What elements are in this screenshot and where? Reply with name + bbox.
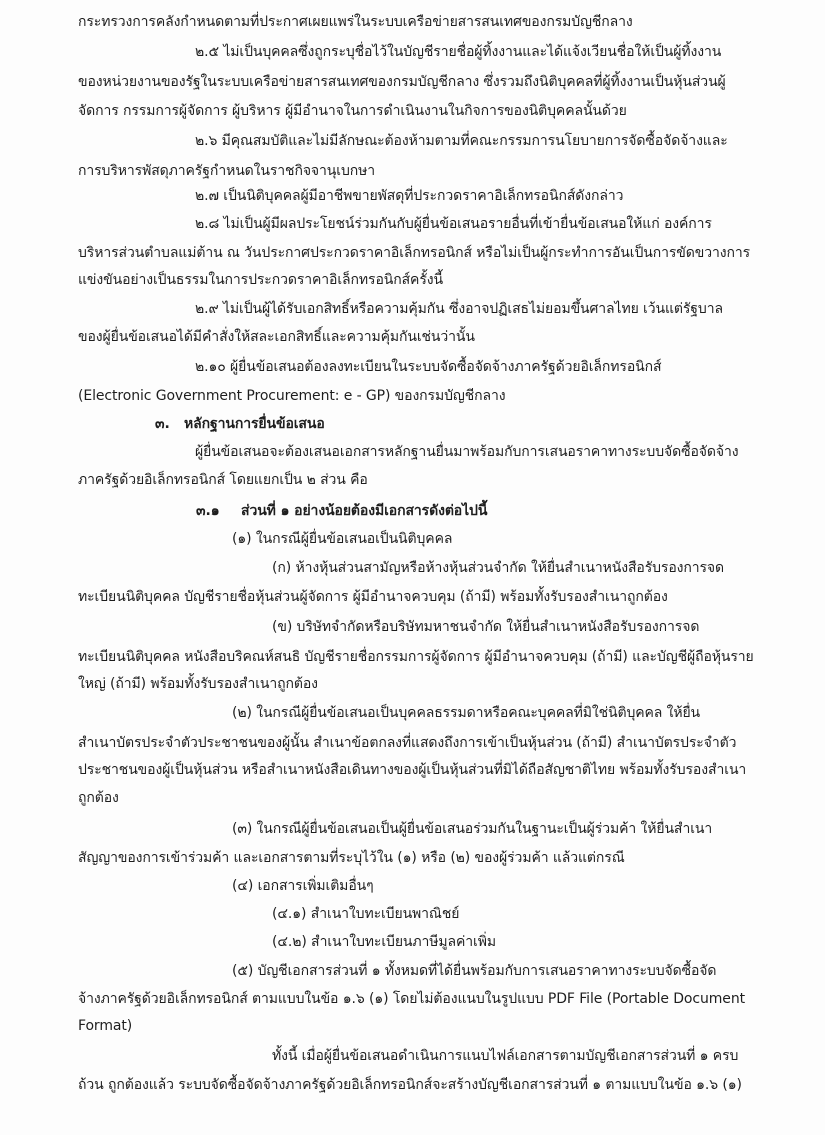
text-line: (๔.๒) สำเนาใบทะเบียนภาษีมูลค่าเพิ่ม — [272, 934, 496, 950]
text-line: ของหน่วยงานของรัฐในระบบเครือข่ายสารสนเทศของกรมบัญชีกลาง ซึ่งรวมถึงนิติบุคคลที่ผู้ทิ้งงานเป็นหุ้นส่วนผู้ — [78, 74, 726, 90]
text-line: ประชาชนของผู้เป็นหุ้นส่วน หรือสำเนาหนังสือเดินทางของผู้เป็นหุ้นส่วนที่มิได้ถือสัญชาติไทย พร้อมทั้งรับรองสำเนา — [78, 762, 747, 778]
text-line: (๔.๑) สำเนาใบทะเบียนพาณิชย์ — [272, 906, 460, 922]
text-line: ถ้วน ถูกต้องแล้ว ระบบจัดซื้อจัดจ้างภาครัฐด้วยอิเล็กทรอนิกส์จะสร้างบัญชีเอกสารส่วนที่ ๑ ตามแบบในข้อ ๑.๖ (๑) — [78, 1077, 742, 1093]
subsection-heading: ส่วนที่ ๑ อย่างน้อยต้องมีเอกสารดังต่อไปนี้ — [241, 503, 488, 519]
text-line: ๒.๘ ไม่เป็นผู้มีผลประโยชน์ร่วมกันกับผู้ยื่นข้อเสนอรายอื่นที่เข้ายื่นข้อเสนอให้แก่ องค์การ — [195, 216, 712, 232]
text-line: กระทรวงการคลังกำหนดตามที่ประกาศเผยแพร่ในระบบเครือข่ายสารสนเทศของกรมบัญชีกลาง — [78, 14, 633, 30]
section-number: ๓. — [155, 416, 170, 432]
text-line: ถูกต้อง — [78, 790, 119, 806]
text-line: (๔) เอกสารเพิ่มเติมอื่นๆ — [232, 878, 374, 894]
text-line: Format) — [78, 1018, 133, 1034]
text-line: (๒) ในกรณีผู้ยื่นข้อเสนอเป็นบุคคลธรรมดาหรือคณะบุคคลที่มิใช่นิติบุคคล ให้ยื่น — [232, 705, 701, 721]
text-line: การบริหารพัสดุภาครัฐกำหนดในราชกิจจานุเบกษา — [78, 163, 376, 179]
text-line: ของผู้ยื่นข้อเสนอได้มีคำสั่งให้สละเอกสิทธิ์และความคุ้มกันเช่นว่านั้น — [78, 329, 475, 345]
text-line: ภาครัฐด้วยอิเล็กทรอนิกส์ โดยแยกเป็น ๒ ส่วน คือ — [78, 472, 368, 488]
text-line: ทะเบียนนิติบุคคล บัญชีรายชื่อหุ้นส่วนผู้จัดการ ผู้มีอำนาจควบคุม (ถ้ามี) พร้อมทั้งรับรองสำเนาถูกต้อง — [78, 589, 668, 605]
text-line: (ก) ห้างหุ้นส่วนสามัญหรือห้างหุ้นส่วนจำกัด ให้ยื่นสำเนาหนังสือรับรองการจด — [272, 560, 725, 576]
text-line: ทั้งนี้ เมื่อผู้ยื่นข้อเสนอดำเนินการแนบไฟล์เอกสารตามบัญชีเอกสารส่วนที่ ๑ ครบ — [272, 1048, 739, 1064]
text-line: ใหญ่ (ถ้ามี) พร้อมทั้งรับรองสำเนาถูกต้อง — [78, 676, 318, 692]
text-line: (๕) บัญชีเอกสารส่วนที่ ๑ ทั้งหมดที่ได้ยื่นพร้อมกับการเสนอราคาทางระบบจัดซื้อจัด — [232, 963, 717, 979]
text-line: แข่งขันอย่างเป็นธรรมในการประกวดราคาอิเล็กทรอนิกส์ครั้งนี้ — [78, 272, 443, 288]
text-line: (๓) ในกรณีผู้ยื่นข้อเสนอเป็นผู้ยื่นข้อเสนอร่วมกันในฐานะเป็นผู้ร่วมค้า ให้ยื่นสำเนา — [232, 821, 713, 837]
text-line: ผู้ยื่นข้อเสนอจะต้องเสนอเอกสารหลักฐานยื่นมาพร้อมกับการเสนอราคาทางระบบจัดซื้อจัดจ้าง — [195, 444, 739, 460]
text-line: (Electronic Government Procurement: e - GP) ของกรมบัญชีกลาง — [78, 388, 506, 404]
section-heading: หลักฐานการยื่นข้อเสนอ — [184, 416, 325, 432]
subsection-number: ๓.๑ — [196, 503, 220, 519]
text-line: ๒.๑๐ ผู้ยื่นข้อเสนอต้องลงทะเบียนในระบบจัดซื้อจัดจ้างภาครัฐด้วยอิเล็กทรอนิกส์ — [195, 359, 662, 375]
text-line: จ้างภาครัฐด้วยอิเล็กทรอนิกส์ ตามแบบในข้อ ๑.๖ (๑) โดยไม่ต้องแนบในรูปแบบ PDF File (Portable Document — [78, 991, 745, 1007]
text-line: ๒.๗ เป็นนิติบุคคลผู้มีอาชีพขายพัสดุที่ประกวดราคาอิเล็กทรอนิกส์ดังกล่าว — [195, 188, 624, 204]
text-line: จัดการ กรรมการผู้จัดการ ผู้บริหาร ผู้มีอำนาจในการดำเนินงานในกิจการของนิติบุคคลนั้นด้วย — [78, 103, 627, 119]
text-line: ๒.๙ ไม่เป็นผู้ได้รับเอกสิทธิ์หรือความคุ้มกัน ซึ่งอาจปฏิเสธไม่ยอมขึ้นศาลไทย เว้นแต่รัฐบาล — [195, 301, 723, 317]
text-line: ๒.๖ มีคุณสมบัติและไม่มีลักษณะต้องห้ามตามที่คณะกรรมการนโยบายการจัดซื้อจัดจ้างและ — [195, 133, 728, 149]
text-line: (ข) บริษัทจำกัดหรือบริษัทมหาชนจำกัด ให้ยื่นสำเนาหนังสือรับรองการจด — [272, 619, 700, 635]
text-line: สัญญาของการเข้าร่วมค้า และเอกสารตามที่ระบุไว้ใน (๑) หรือ (๒) ของผู้ร่วมค้า แล้วแต่กรณี — [78, 850, 625, 866]
text-line: (๑) ในกรณีผู้ยื่นข้อเสนอเป็นนิติบุคคล — [232, 531, 453, 547]
text-line: ทะเบียนนิติบุคคล หนังสือบริคณห์สนธิ บัญชีรายชื่อกรรมการผู้จัดการ ผู้มีอำนาจควบคุม (ถ้ามี) และบัญชีผู้ถือหุ้นราย — [78, 649, 754, 665]
text-line: สำเนาบัตรประจำตัวประชาชนของผู้นั้น สำเนาข้อตกลงที่แสดงถึงการเข้าเป็นหุ้นส่วน (ถ้ามี) สำเนาบัตรประจำตัว — [78, 735, 737, 751]
text-line: บริหารส่วนตำบลแม่ต้าน ณ วันประกาศประกวดราคาอิเล็กทรอนิกส์ หรือไม่เป็นผู้กระทำการอันเป็นการขัดขวางการ — [78, 245, 751, 261]
text-line: ๒.๕ ไม่เป็นบุคคลซึ่งถูกระบุชื่อไว้ในบัญชีรายชื่อผู้ทิ้งงานและได้แจ้งเวียนชื่อให้เป็นผู้ทิ้งงาน — [195, 44, 722, 60]
